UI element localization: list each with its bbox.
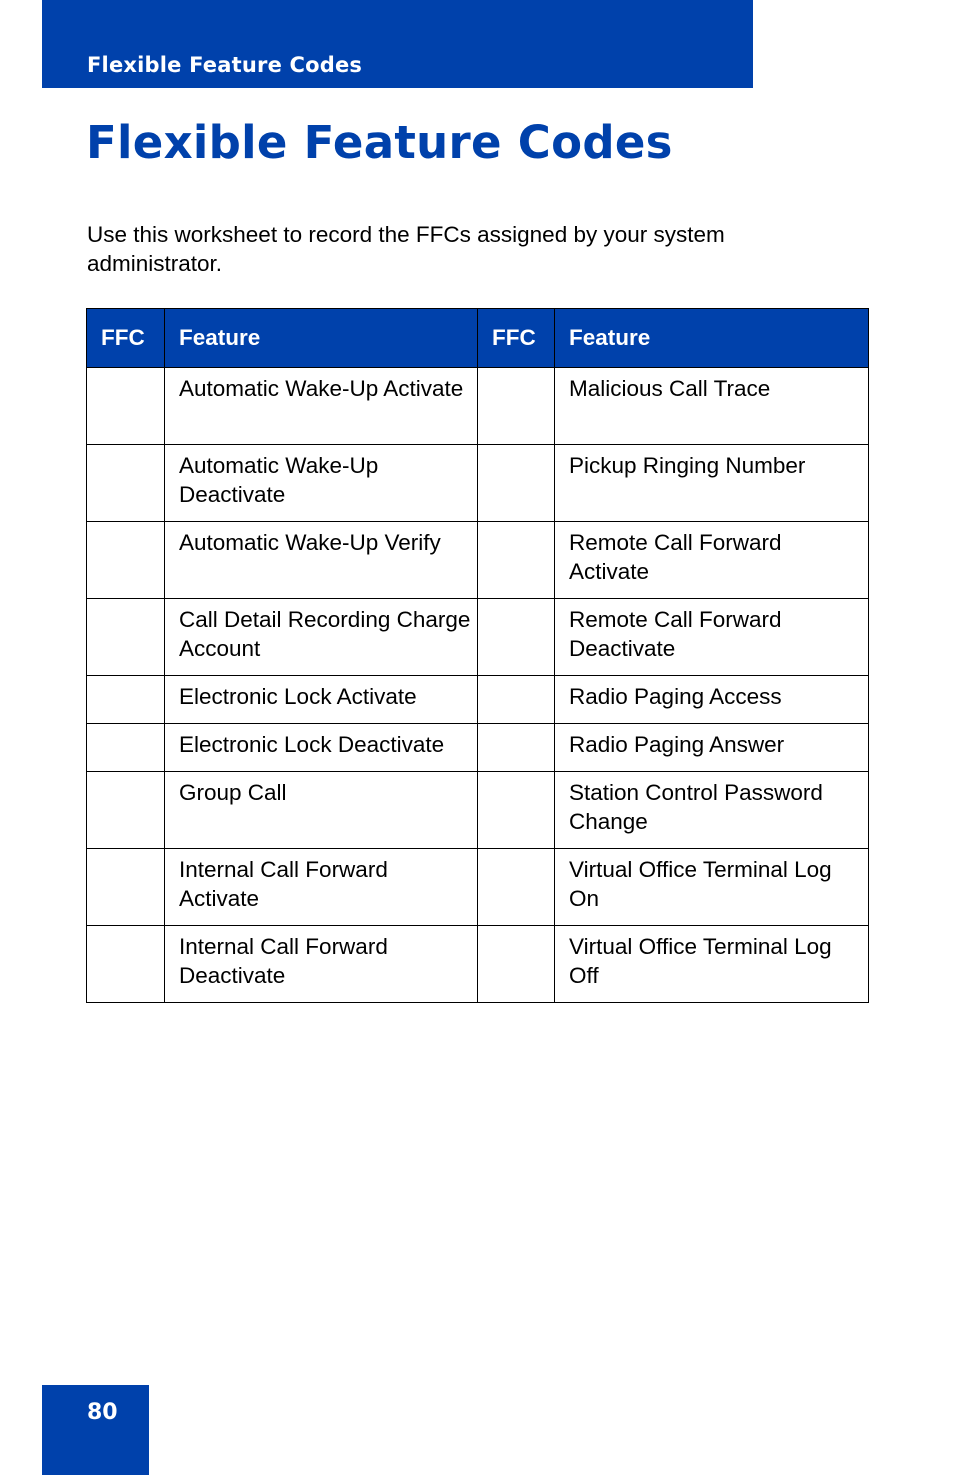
ffc-cell xyxy=(478,724,555,772)
feature-cell: Virtual Office Terminal Log Off xyxy=(555,926,869,1003)
table-row xyxy=(87,599,869,676)
feature-cell: Call Detail Recording Charge Account xyxy=(165,599,478,676)
feature-cell: Electronic Lock Deactivate xyxy=(165,724,478,772)
column-header-feature: Feature xyxy=(165,309,478,368)
feature-cell: Electronic Lock Activate xyxy=(165,676,478,724)
column-header-ffc: FFC xyxy=(87,309,165,368)
ffc-cell xyxy=(87,522,165,599)
feature-cell: Automatic Wake-Up Deactivate xyxy=(165,445,478,522)
table-header-row xyxy=(87,309,869,368)
table-row xyxy=(87,926,869,1003)
running-header xyxy=(42,0,753,88)
table-row xyxy=(87,849,869,926)
ffc-worksheet-table xyxy=(86,308,869,1003)
ffc-cell xyxy=(87,724,165,772)
feature-cell: Remote Call Forward Activate xyxy=(555,522,869,599)
feature-cell: Radio Paging Answer xyxy=(555,724,869,772)
feature-cell: Internal Call Forward Deactivate xyxy=(165,926,478,1003)
ffc-cell xyxy=(87,772,165,849)
ffc-cell xyxy=(87,926,165,1003)
column-header-ffc: FFC xyxy=(478,309,555,368)
ffc-cell xyxy=(87,676,165,724)
table-row xyxy=(87,772,869,849)
feature-cell: Remote Call Forward Deactivate xyxy=(555,599,869,676)
feature-cell: Internal Call Forward Activate xyxy=(165,849,478,926)
table-row xyxy=(87,368,869,445)
ffc-cell xyxy=(87,368,165,445)
ffc-cell xyxy=(478,445,555,522)
feature-cell: Station Control Password Change xyxy=(555,772,869,849)
feature-cell: Virtual Office Terminal Log On xyxy=(555,849,869,926)
ffc-cell xyxy=(478,599,555,676)
ffc-cell xyxy=(478,849,555,926)
feature-cell: Automatic Wake-Up Verify xyxy=(165,522,478,599)
feature-cell: Pickup Ringing Number xyxy=(555,445,869,522)
ffc-cell xyxy=(87,599,165,676)
running-header-title: Flexible Feature Codes xyxy=(87,53,363,77)
ffc-cell xyxy=(87,849,165,926)
page-number-box xyxy=(42,1385,149,1475)
feature-cell: Malicious Call Trace xyxy=(555,368,869,445)
ffc-cell xyxy=(87,445,165,522)
intro-paragraph: Use this worksheet to record the FFCs assigned by your system administrator. xyxy=(87,222,725,276)
ffc-cell xyxy=(478,676,555,724)
feature-cell: Radio Paging Access xyxy=(555,676,869,724)
table-row xyxy=(87,724,869,772)
ffc-cell xyxy=(478,926,555,1003)
feature-cell: Group Call xyxy=(165,772,478,849)
table-row xyxy=(87,522,869,599)
table-row xyxy=(87,676,869,724)
feature-cell: Automatic Wake-Up Activate xyxy=(165,368,478,445)
ffc-cell xyxy=(478,368,555,445)
column-header-feature: Feature xyxy=(555,309,869,368)
ffc-cell xyxy=(478,522,555,599)
page-number: 80 xyxy=(87,1400,118,1425)
table-row xyxy=(87,445,869,522)
ffc-cell xyxy=(478,772,555,849)
page-title: Flexible Feature Codes xyxy=(86,116,673,169)
